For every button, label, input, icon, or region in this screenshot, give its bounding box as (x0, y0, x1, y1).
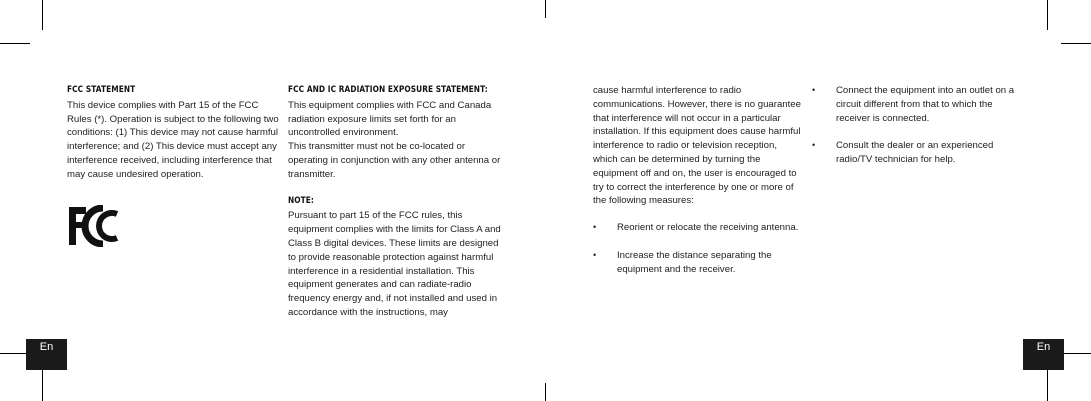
fcc-statement-body: This device complies with Part 15 of the FCC Rules (*). Operation is subject to the following two conditions: (1) This device may not cause harmful interference; and (2) This device must accept any interference received, including interference that may cause undesired operation. (67, 99, 279, 180)
fcc-logo-icon (67, 205, 125, 247)
bullet-icon: • (812, 85, 816, 95)
bullet-icon: • (812, 140, 816, 151)
radiation-para-2: This transmitter must not be co-located or operating in conjunction with any other antenna or transmitter. (288, 141, 501, 180)
measures-column (812, 84, 1017, 181)
crop-mark (1061, 353, 1091, 354)
bullet-icon: • (593, 222, 597, 233)
list-item: • Connect the equipment into an outlet on a circuit different from that to which the receiver is connected. (812, 85, 1015, 124)
language-tab-left: En (26, 339, 67, 370)
fcc-statement-column (67, 84, 279, 182)
radiation-heading: FCC AND IC RADIATION EXPOSURE STATEMENT: (288, 85, 488, 95)
fcc-logo-text: FC (67, 205, 69, 206)
measures-list-continued (812, 84, 1017, 167)
list-item: • Reorient or relocate the receiving antenna. (593, 222, 799, 234)
crop-mark (1047, 0, 1048, 30)
radiation-column (288, 84, 501, 320)
radiation-para-1: This equipment complies with FCC and Canada radiation exposure limits set forth for an uncontrolled environment. (288, 99, 492, 139)
crop-mark (42, 370, 43, 401)
crop-mark (42, 0, 43, 30)
language-tab-right: En (1023, 339, 1064, 370)
crop-mark (1061, 43, 1091, 44)
crop-mark (1047, 370, 1048, 401)
fcc-statement-heading: FCC STATEMENT (67, 85, 136, 95)
list-item: • Increase the distance separating the equipment and the receiver. (593, 249, 772, 275)
list-item: • Consult the dealer or an experienced radio/TV technician for help. (812, 140, 994, 166)
continued-body: cause harmful interference to radio communications. However, there is no guarantee that interference will not occur in a particular installation. If this equipment does cause harmful interference to radio or television reception, which can be determined by turning the equipment off and on, the user is encouraged to try to correct the interference by one or more of the following measures: (593, 85, 801, 207)
note-heading: NOTE: (288, 195, 314, 206)
crop-mark (0, 43, 30, 44)
note-body: Pursuant to part 15 of the FCC rules, this equipment complies with the limits for Class A and Class B digital devices. These limits are designed to provide reasonable protection against harmful interference in a residential installation. This equipment generates and can radiate-radio frequency energy and, if not installed and used in accordance with the instructions, may (288, 210, 501, 318)
crop-mark (545, 383, 546, 401)
bullet-icon: • (593, 249, 597, 260)
continued-column (593, 84, 801, 291)
crop-mark (545, 0, 546, 18)
measures-list (593, 221, 801, 276)
